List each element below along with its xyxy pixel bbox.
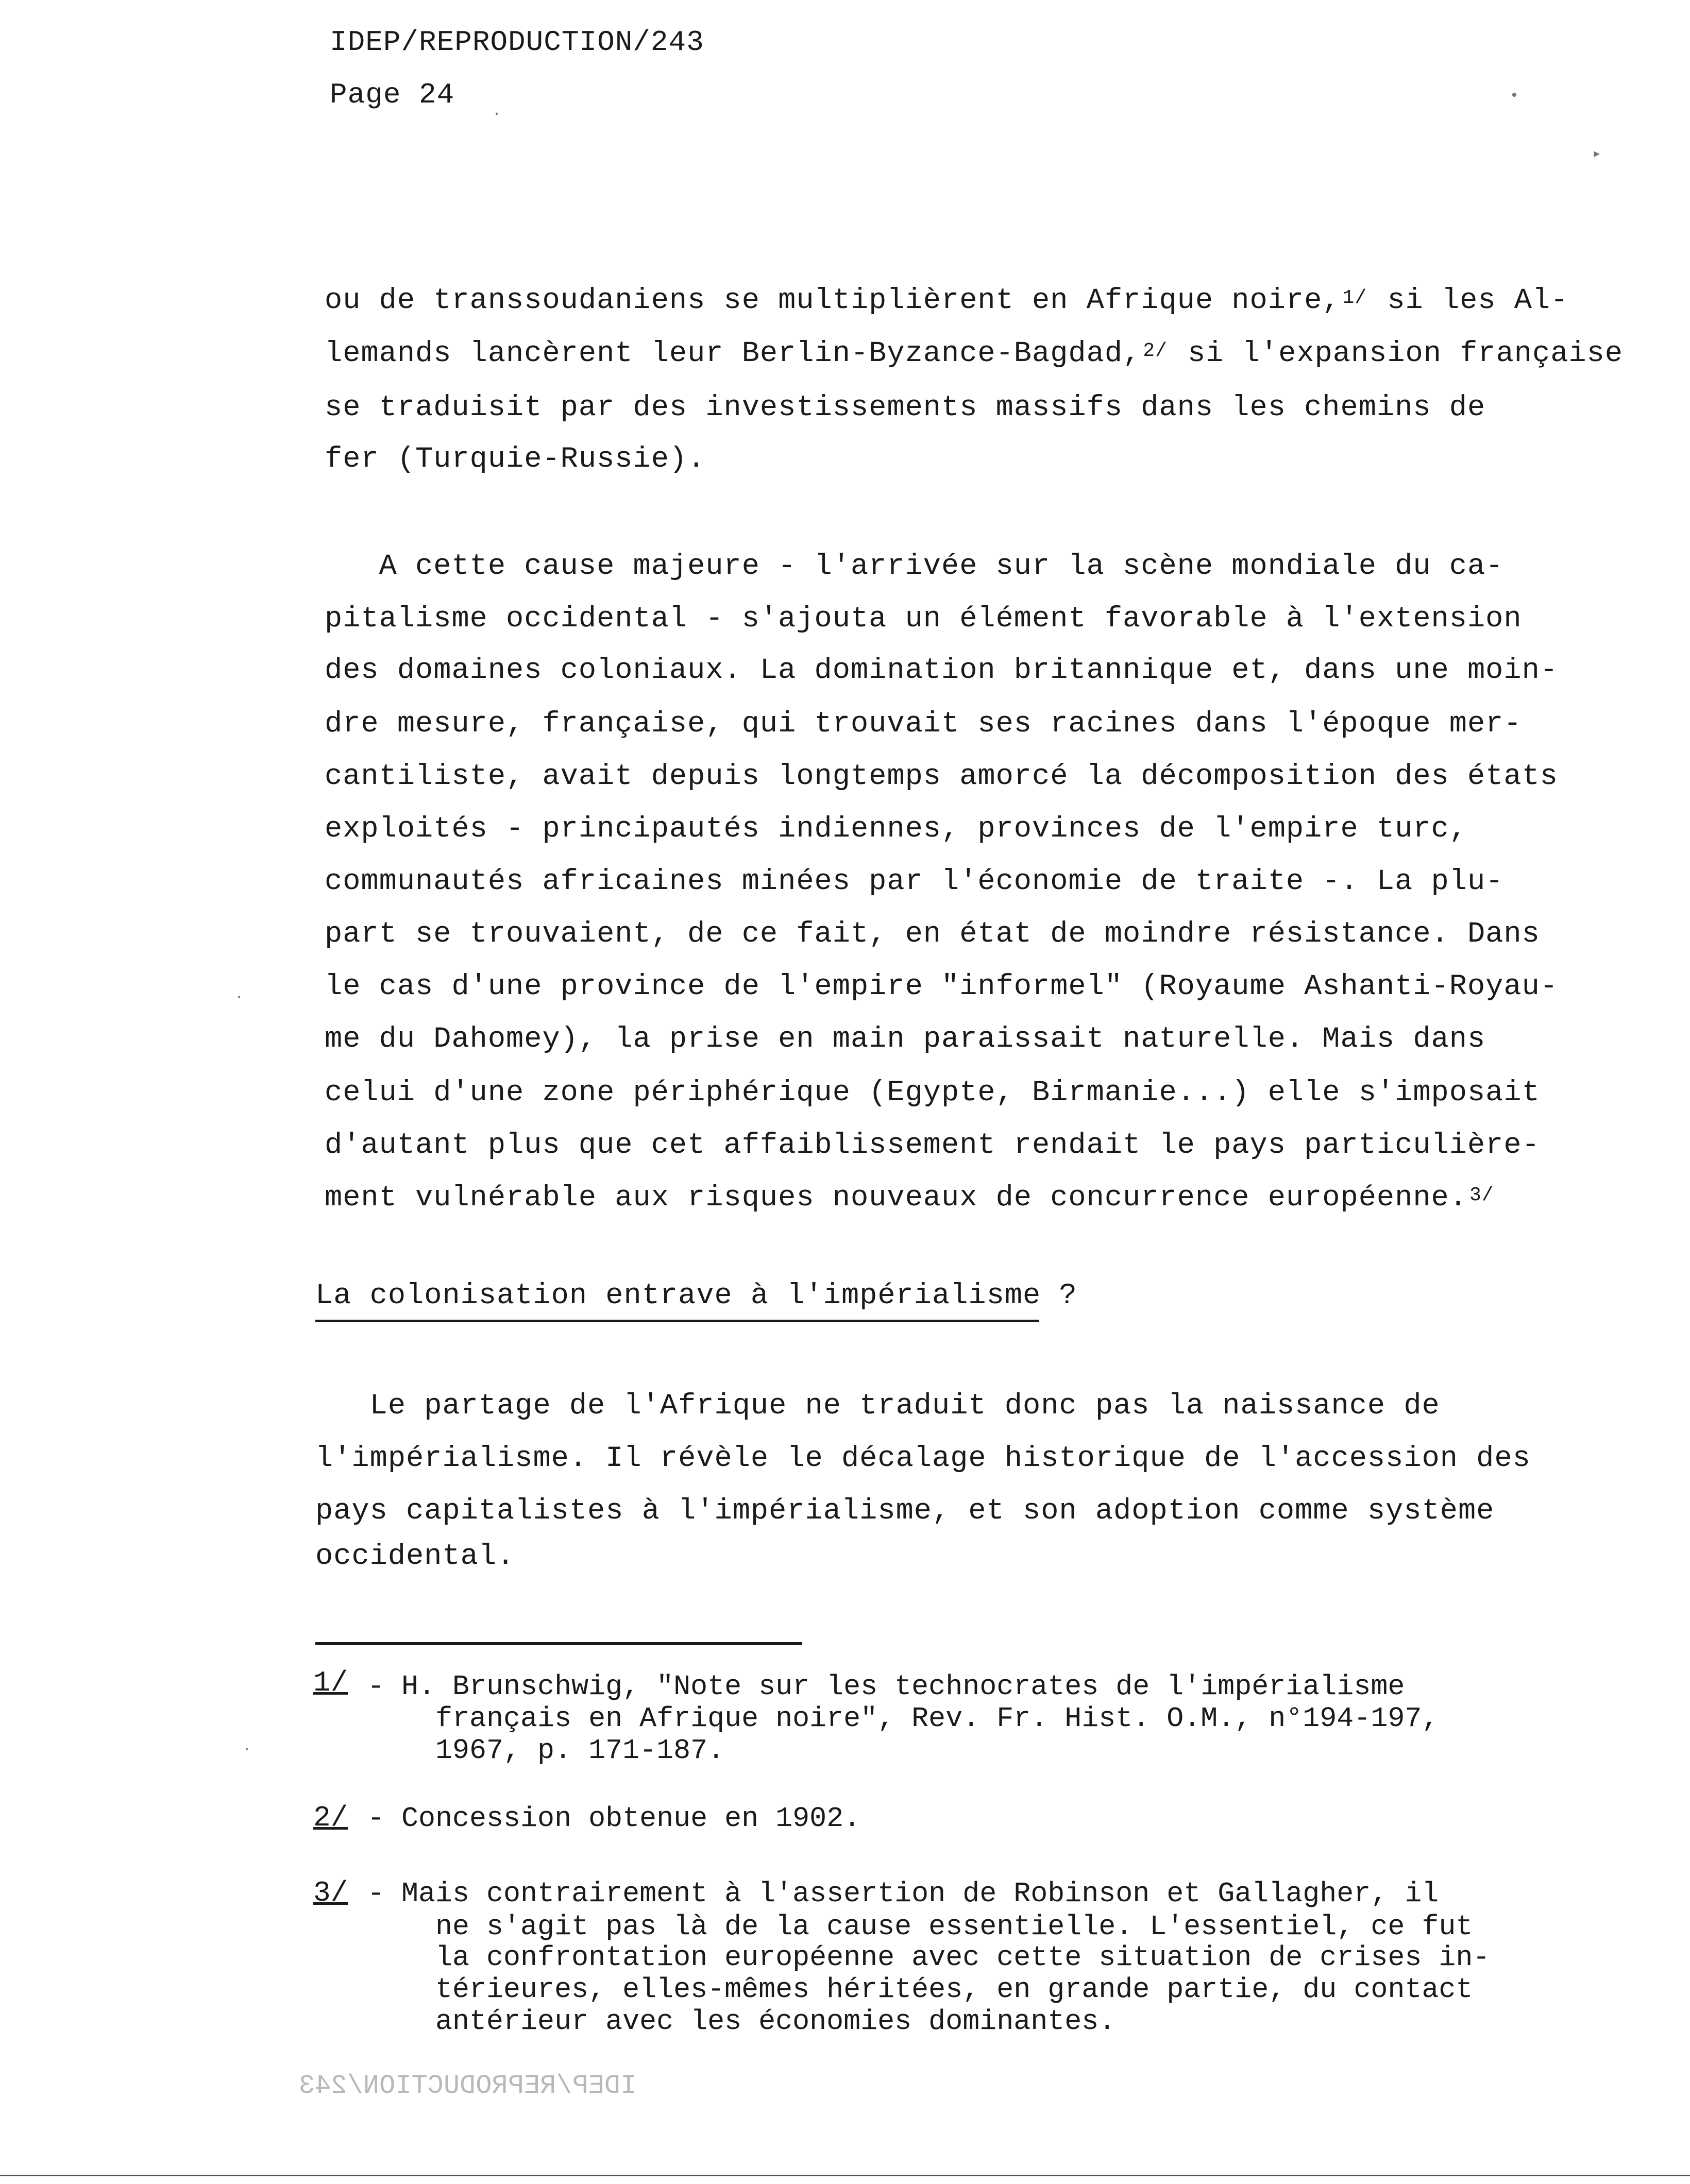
body-line: le cas d'une province de l'empire "informel" (Royaume Ashanti-Royau- bbox=[325, 970, 1558, 1003]
body-line: celui d'une zone périphérique (Egypte, Birmanie...) elle s'imposait bbox=[325, 1077, 1540, 1110]
section-heading bbox=[315, 1279, 1077, 1312]
body-line: me du Dahomey), la prise en main paraissait naturelle. Mais dans bbox=[325, 1023, 1486, 1056]
body-line: fer (Turquie-Russie). bbox=[325, 443, 706, 476]
footnote-line: français en Afrique noire", Rev. Fr. Hist. O.M., n°194-197, bbox=[350, 1702, 1439, 1735]
body-line: part se trouvaient, de ce fait, en état de moindre résistance. Dans bbox=[325, 918, 1540, 951]
bleed-through-stamp: IDEP/REPRODUCTION/243 bbox=[299, 2071, 637, 2101]
body-line: communautés africaines minées par l'économie de traite -. La plu- bbox=[325, 865, 1504, 898]
body-text: si les Al- bbox=[1369, 284, 1569, 317]
body-text: ou de transsoudaniens se multiplièrent en Afrique noire, bbox=[325, 284, 1341, 317]
page-bottom-edge bbox=[0, 2175, 1690, 2176]
footnote-mark-1: 1/ bbox=[313, 1666, 348, 1699]
body-line: des domaines coloniaux. La domination britannique et, dans une moin- bbox=[325, 654, 1558, 687]
scan-speck: · bbox=[492, 106, 502, 123]
footnote-ref-3: 3/ bbox=[1469, 1184, 1494, 1206]
body-line: pitalisme occidental - s'ajouta un élément favorable à l'extension bbox=[325, 603, 1522, 636]
footnote-mark-3: 3/ bbox=[313, 1876, 348, 1909]
body-line: se traduisit par des investissements massifs dans les chemins de bbox=[325, 391, 1486, 424]
scan-speck: ▸ bbox=[1592, 146, 1602, 163]
body-line: l'impérialisme. Il révèle le décalage historique de l'accession des bbox=[315, 1442, 1531, 1475]
scan-speck: · bbox=[234, 989, 244, 1006]
footnote-line: - H. Brunschwig, "Note sur les technocrates de l'impérialisme bbox=[350, 1670, 1405, 1703]
body-text: si l'expansion française bbox=[1169, 337, 1624, 370]
body-line: d'autant plus que cet affaiblissement rendait le pays particulière- bbox=[325, 1129, 1540, 1162]
body-line: cantiliste, avait depuis longtemps amorcé la décomposition des états bbox=[325, 760, 1558, 793]
footnote-mark-2: 2/ bbox=[313, 1801, 348, 1834]
body-line: dre mesure, française, qui trouvait ses racines dans l'époque mer- bbox=[325, 708, 1522, 741]
heading-underline bbox=[315, 1320, 1039, 1322]
body-line: occidental. bbox=[315, 1540, 515, 1573]
footnote-line: la confrontation européenne avec cette situation de crises in- bbox=[350, 1941, 1490, 1974]
body-line: A cette cause majeure - l'arrivée sur la scène mondiale du ca- bbox=[325, 550, 1504, 583]
body-line bbox=[325, 284, 1568, 320]
body-line bbox=[325, 337, 1623, 373]
footnote-line: 1967, p. 171-187. bbox=[350, 1734, 725, 1767]
body-line: pays capitalistes à l'impérialisme, et son adoption comme système bbox=[315, 1495, 1495, 1528]
footnote-ref-1: 1/ bbox=[1342, 287, 1367, 309]
document-reference: IDEP/REPRODUCTION/243 bbox=[330, 26, 704, 59]
footnote-separator bbox=[315, 1642, 802, 1645]
scan-speck: · bbox=[242, 1741, 252, 1759]
footnote-line: - Concession obtenue en 1902. bbox=[350, 1802, 861, 1835]
body-line bbox=[325, 1182, 1496, 1217]
footnote-line: - Mais contrairement à l'assertion de Robinson et Gallagher, il bbox=[350, 1878, 1439, 1910]
footnote-ref-2: 2/ bbox=[1143, 340, 1168, 362]
body-text: lemands lancèrent leur Berlin-Byzance-Bagdad, bbox=[325, 337, 1141, 370]
footnote-line: ne s'agit pas là de la cause essentielle. L'essentiel, ce fut bbox=[350, 1910, 1473, 1943]
body-line: exploités - principautés indiennes, provinces de l'empire turc, bbox=[325, 813, 1467, 846]
footnote-line: térieures, elles-mêmes héritées, en grande partie, du contact bbox=[350, 1973, 1473, 2006]
section-heading-text: La colonisation entrave à l'impérialisme bbox=[315, 1279, 1041, 1312]
body-text: ment vulnérable aux risques nouveaux de concurrence européenne. bbox=[325, 1182, 1467, 1215]
footnote-line: antérieur avec les économies dominantes. bbox=[350, 2005, 1116, 2038]
page-number: Page 24 bbox=[330, 78, 455, 111]
scan-speck: • bbox=[1510, 88, 1519, 105]
body-line: Le partage de l'Afrique ne traduit donc pas la naissance de bbox=[315, 1390, 1440, 1423]
section-heading-mark: ? bbox=[1041, 1279, 1077, 1312]
